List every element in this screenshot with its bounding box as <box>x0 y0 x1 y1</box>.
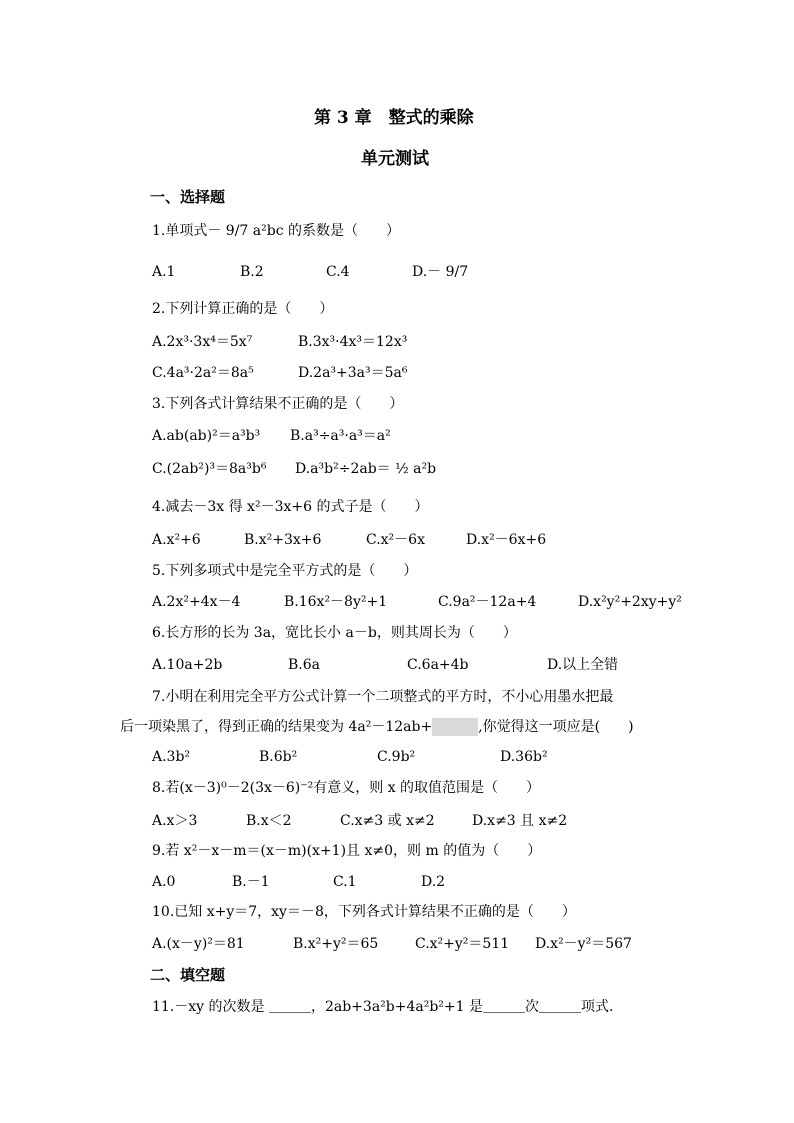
question-7-stem-line1: 7.小明在利用完全平方公式计算一个二项整式的平方时，不小心用墨水把最 <box>152 689 614 705</box>
question-3-option-c: C.(2ab²)³＝8a³b⁶ <box>152 461 267 477</box>
question-6-option-a: A.10a+2b <box>152 657 223 673</box>
question-9-option-b: B.－1 <box>232 874 270 890</box>
question-3-option-d: D.a³b²÷2ab＝ ½ a²b <box>295 461 437 477</box>
question-2-option-b: B.3x³·4x³＝12x³ <box>298 334 408 350</box>
question-8-option-c: C.x≠3 或 x≠2 <box>340 813 435 829</box>
page-title: 第 3 章 整式的乘除 <box>314 108 474 128</box>
question-5-stem: 5.下列多项式中是完全平方式的是（ ） <box>152 563 418 579</box>
question-1-option-b: B.2 <box>240 264 264 280</box>
question-7-option-a: A.3b² <box>152 749 191 765</box>
question-7-stem-line2-before: 后一项染黑了，得到正确的结果变为 4a²－12ab+ <box>120 719 433 735</box>
question-8-option-b: B.x＜2 <box>246 813 292 829</box>
question-9-option-a: A.0 <box>152 874 176 890</box>
question-1-option-d: D.－ 9/7 <box>412 264 469 280</box>
question-4-option-d: D.x²－6x+6 <box>466 532 547 548</box>
question-3-option-a: A.ab(ab)²＝a³b³ <box>152 428 261 444</box>
question-10-stem: 10.已知 x+y＝7，xy＝－8，下列各式计算结果不正确的是（ ） <box>152 904 576 920</box>
question-10-option-b: B.x²+y²＝65 <box>293 936 379 952</box>
question-2-option-d: D.2a³+3a³＝5a⁶ <box>298 365 408 381</box>
question-6-option-b: B.6a <box>288 657 320 673</box>
section-heading-choice: 一、选择题 <box>150 188 226 206</box>
question-8-option-d: D.x≠3 且 x≠2 <box>472 813 568 829</box>
question-4-option-a: A.x²+6 <box>152 532 201 548</box>
question-4-option-c: C.x²－6x <box>366 532 425 548</box>
question-10-option-a: A.(x－y)²＝81 <box>152 936 245 952</box>
page-subtitle: 单元测试 <box>361 149 429 169</box>
question-8-option-a: A.x＞3 <box>152 813 198 829</box>
question-10-option-d: D.x²－y²＝567 <box>535 936 632 952</box>
question-3-stem: 3.下列各式计算结果不正确的是（ ） <box>152 396 404 412</box>
question-9-option-c: C.1 <box>333 874 357 890</box>
question-4-option-b: B.x²+3x+6 <box>244 532 322 548</box>
question-7-stem-line2 <box>120 718 634 736</box>
question-1-option-a: A.1 <box>152 264 176 280</box>
question-10-option-c: C.x²+y²＝511 <box>415 936 510 952</box>
question-2-option-a: A.2x³·3x⁴＝5x⁷ <box>152 334 253 350</box>
ink-blot <box>432 718 478 736</box>
question-7-option-b: B.6b² <box>259 749 298 765</box>
question-6-stem: 6.长方形的长为 3a，宽比长小 a－b，则其周长为（ ） <box>152 625 517 641</box>
question-5-option-d: D.x²y²+2xy+y² <box>578 594 682 610</box>
question-9-option-d: D.2 <box>421 874 446 890</box>
question-3-option-b: B.a³÷a³·a³＝a² <box>290 428 391 444</box>
question-2-option-c: C.4a³·2a²＝8a⁵ <box>152 365 254 381</box>
question-6-option-d: D.以上全错 <box>547 657 619 673</box>
question-5-option-b: B.16x²－8y²+1 <box>284 594 388 610</box>
question-7-option-c: C.9b² <box>377 749 416 765</box>
question-8-stem: 8.若(x－3)⁰－2(3x－6)⁻²有意义，则 x 的取值范围是（ ） <box>152 780 541 796</box>
question-2-stem: 2.下列计算正确的是（ ） <box>152 301 334 317</box>
question-9-stem: 9.若 x²－x－m＝(x－m)(x+1)且 x≠0，则 m 的值为（ ） <box>152 843 542 859</box>
question-7-stem-line2-after: ,你觉得这一项应是( ) <box>478 719 634 735</box>
question-5-option-c: C.9a²－12a+4 <box>438 594 537 610</box>
question-11-stem: 11.－xy 的次数是 ＿＿＿，2ab+3a²b+4a²b²+1 是＿＿＿次＿＿＿项式. <box>152 999 614 1015</box>
question-5-option-a: A.2x²+4x－4 <box>152 594 241 610</box>
question-7-option-d: D.36b² <box>500 749 548 765</box>
question-1-option-c: C.4 <box>326 264 350 280</box>
question-6-option-c: C.6a+4b <box>407 657 469 673</box>
section-heading-fill: 二、填空题 <box>150 966 226 984</box>
question-1-stem: 1.单项式－ 9/7 a²bc 的系数是（ ） <box>152 223 401 239</box>
question-4-stem: 4.减去－3x 得 x²－3x+6 的式子是（ ） <box>152 499 429 515</box>
